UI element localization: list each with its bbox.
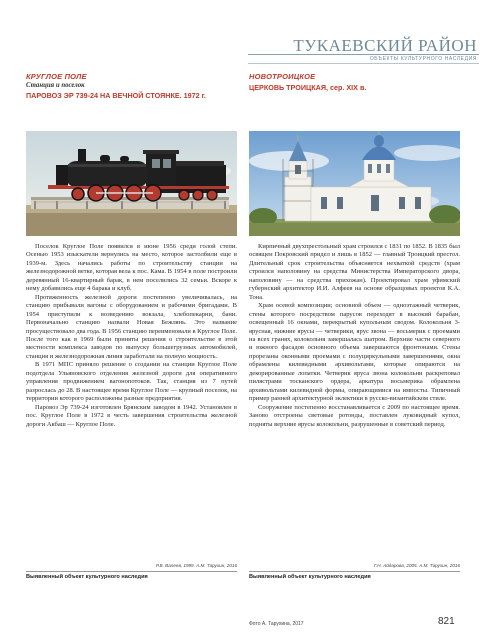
church-photo xyxy=(249,131,460,236)
header-rule-thin xyxy=(248,63,479,64)
region-subtitle: ОБЪЕКТЫ КУЛЬТУРНОГО НАСЛЕДИЯ xyxy=(369,56,477,62)
photo-credit: Фото А. Тарухина, 2017 xyxy=(249,621,304,627)
left-divider xyxy=(26,571,237,572)
left-paragraph: Паровоз Эр 739-24 изготовлен Брянским заводом в 1942. Установлен в пос. Круглое Поле в 1972 в честь завершения строительства железной дороги Акбаш — Круглое Поле. xyxy=(26,403,237,428)
right-place-name: НОВОТРОИЦКОЕ xyxy=(249,72,316,81)
locomotive-photo xyxy=(26,131,237,236)
left-place-subtitle: Станция и поселок xyxy=(26,82,85,89)
left-headline: ПАРОВОЗ ЭР 739-24 НА ВЕЧНОЙ СТОЯНКЕ. 1972 г. xyxy=(26,91,206,100)
right-divider xyxy=(249,571,460,572)
left-heading-block xyxy=(26,72,238,100)
left-heritage-label: Выявленный объект культурного наследия xyxy=(26,574,148,580)
page-number: 821 xyxy=(438,616,455,627)
right-heading-block xyxy=(249,72,460,92)
region-title: ТУКАЕВСКИЙ РАЙОН xyxy=(293,36,477,55)
right-paragraph: Кирпичный двухпрестольный храм строился с 1831 по 1852. В 1835 был освящен Покровский придел и лишь в 1852 — главный Троицкий престол. Длительный срок строительства объясняется нехваткой средств (храм строился наполовину на средства Министерства Императорского двора, наполовину — на средства прихожан). Проектировал храм уфимский губернский архитектор И.И. Алфеев на основе образцовых проектов К.А. Тона. xyxy=(249,243,460,301)
right-heritage-label: Выявленный объект культурного наследия xyxy=(249,574,371,580)
left-source-note: Р.В. Валеев, 1999. А.М. Тарухин, 2016 xyxy=(155,563,237,568)
left-article-body xyxy=(26,243,237,429)
right-paragraph: Храм осевой композиции; основной объем — одноэтажный четверик, стены которого посредством парусов переходят в высокий барабан, освещенный 16 окнами, перекрытый купольным сводом. Колокольня 3-ярусная, нижние ярусы — четверики, ярус звона — восьмерик с проемами на всех гранях, колокольня завершалась шатром. Верхние части северного и южного фасадов основного объема завершаются фронтонами. Стены прорезаны оконными проемами с полуциркульными завершениями, окна обрамлены килевидными архивольтами, которые опираются на декорированные лопатки. Четверик яруса звона колокольни раскреповал пилястрами тосканского ордера, аркатура восьмерика обрамлена архивольтами килевидной формы, опирающимися на импосты. Типичный пример ранней архитектурной эклектики в русско-византийском стиле. xyxy=(249,302,460,403)
right-article-body xyxy=(249,243,460,429)
header-rule xyxy=(248,54,479,55)
left-paragraph: Поселок Круглое Поле появился в июне 1956 среди голой степи. Осенью 1953 изыскатели вернулись на место, которое застолбили еще в 1939-м. Здесь начались работы по строительству станции на железнодорожной ветке, которая вела к пос. Кама. В 1954 в поле построили деревянный 16-квартирный барак, в нем поселились 32 семьи. Вскоре к нему добавились еще 4 барака и клуб. xyxy=(26,243,237,293)
left-place-name: КРУГЛОЕ ПОЛЕ xyxy=(26,72,87,81)
left-paragraph: В 1971 МПС приняло решение о создании на станции Круглое Поле подотдела Ульяновского отделения железной дороги для оперативного управления продвижением вагонопотоков. Так, станция из 7 путей разрослась до 28. В настоящее время Круглое Поле — крупный поселок, на территории которого расположены разные предприятия. xyxy=(26,361,237,403)
left-paragraph: Протяженность железной дороги постепенно увеличивалась, на станцию прибывали вагоны с оборудованием и рабочими бригадами. В 1954 приступили к возведению вокзала, хлебопекарни, бани. Первоначально станцию назвали Новая Бежлянь. Это название просуществовало два года. В 1956 станцию переименовали в Круглое Поле. После того как в 1969 были приняты решения о строительстве в этой местности комплекса заводов по выпуску большегрузных автомобилей, станция и железнодорожная линия заработали на полную мощность. xyxy=(26,293,237,360)
right-headline: ЦЕРКОВЬ ТРОИЦКАЯ, сер. XIX в. xyxy=(249,83,367,92)
right-paragraph: Сооружение постепенно восстанавливается с 2009 по настоящее время. Заново отстроены световые ротонды, поставлен луковидный купол, подняты верхние ярусы колокольни, разрушенные в советский период. xyxy=(249,403,460,428)
right-source-note: Г.Н. Айдарова, 2005. А.М. Тарухин, 2016 xyxy=(373,563,460,568)
